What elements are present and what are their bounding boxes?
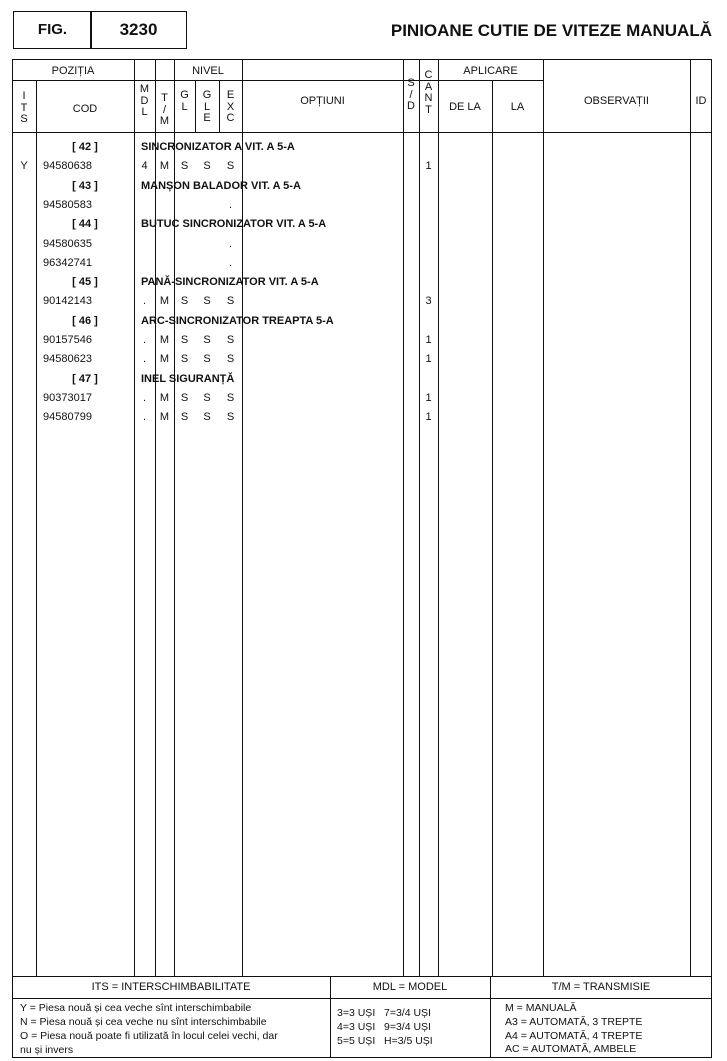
col-line-cod (134, 59, 135, 976)
header-sd: S / D (407, 77, 415, 113)
group-position: [ 42 ] (72, 141, 98, 153)
header-exc: E X C (226, 89, 235, 125)
part-exc: S (226, 392, 235, 404)
part-exc: S (226, 353, 235, 365)
mdl-legend-line: 4=3 UȘI 9=3/4 UȘI (337, 1021, 431, 1033)
part-code: 94580638 (43, 160, 92, 172)
group-name: SINCRONIZATOR A VIT. A 5-A (141, 141, 295, 153)
part-mdl: . (142, 353, 147, 365)
part-tm: M (159, 411, 170, 423)
part-code: 90157546 (43, 334, 92, 346)
its-legend-line: O = Piesa nouă poate fi utilizată în locul celei vechi, dar (20, 1030, 278, 1042)
header-tm: T / M (159, 92, 170, 128)
part-gl: S (180, 392, 189, 404)
part-exc: . (228, 199, 233, 211)
page-title: PINIOANE CUTIE DE VITEZE MANUALĂ (390, 21, 712, 40)
group-position: [ 43 ] (72, 180, 98, 192)
col-line-tm (174, 59, 175, 976)
header-pozitia: POZIȚIA (51, 65, 95, 77)
part-mdl: . (142, 411, 147, 423)
part-its: Y (20, 160, 28, 172)
group-name: INEL SIGURANȚĂ (141, 373, 235, 385)
part-tm: M (159, 334, 170, 346)
part-tm: M (159, 160, 170, 172)
part-gle: S (203, 353, 211, 365)
part-tm: M (159, 295, 170, 307)
its-legend-line: nu și invers (20, 1044, 74, 1056)
part-quantity: 1 (425, 411, 432, 423)
part-quantity: 3 (425, 295, 432, 307)
header-mdl: M D L (139, 83, 150, 119)
part-mdl: . (142, 295, 147, 307)
part-code: 90142143 (43, 295, 92, 307)
footer-top-line (12, 976, 712, 977)
col-line-obs (690, 59, 691, 976)
part-gle: S (203, 295, 211, 307)
header-de-la: DE LA (449, 101, 481, 113)
group-name: PANĂ-SINCRONIZATOR VIT. A 5-A (141, 276, 319, 288)
header-bottom-line (12, 132, 712, 133)
header-gle: G L E (202, 89, 212, 125)
part-quantity: 1 (425, 160, 432, 172)
part-gl: S (180, 160, 189, 172)
header-aplicare: APLICARE (463, 65, 518, 77)
mdl-legend-line: 5=5 UȘI H=3/5 UȘI (337, 1035, 433, 1047)
part-exc: . (228, 238, 233, 250)
col-line-la (543, 59, 544, 976)
col-line-mdl (155, 59, 156, 976)
part-code: 96342741 (43, 257, 92, 269)
group-name: MANȘON BALADOR VIT. A 5-A (141, 180, 301, 192)
header-its: I T S (20, 90, 28, 126)
group-name: ARC-SINCRONIZATOR TREAPTA 5-A (141, 315, 334, 327)
its-legend-line: N = Piesa nouă și cea veche nu sînt interschimbabile (20, 1016, 267, 1028)
fig-label: FIG. (37, 21, 68, 38)
tm-legend-line: M = MANUALĂ (505, 1002, 577, 1014)
group-position: [ 46 ] (72, 315, 98, 327)
col-line-optiuni (403, 59, 404, 976)
its-legend-title: ITS = INTERSCHIMBABILITATE (91, 981, 251, 993)
header-la: LA (510, 101, 525, 113)
part-quantity: 1 (425, 353, 432, 365)
col-line-dela (492, 80, 493, 976)
part-mdl: . (142, 334, 147, 346)
header-cant: C A N T (424, 69, 433, 116)
group-name: BUTUC SINCRONIZATOR VIT. A 5-A (141, 218, 327, 230)
its-legend-line: Y = Piesa nouă și cea veche sînt interschimbabile (20, 1002, 252, 1014)
part-exc: . (228, 257, 233, 269)
tm-legend-title: T/M = TRANSMISIE (551, 981, 651, 993)
part-code: 94580583 (43, 199, 92, 211)
part-code: 94580799 (43, 411, 92, 423)
fig-number: 3230 (119, 20, 158, 39)
part-exc: S (226, 334, 235, 346)
header-nivel: NIVEL (192, 65, 224, 77)
part-tm: M (159, 392, 170, 404)
part-gl: S (180, 334, 189, 346)
part-mdl: . (142, 392, 147, 404)
part-tm: M (159, 353, 170, 365)
header-optiuni: OPȚIUNI (300, 95, 345, 107)
header-divider-top (12, 80, 543, 81)
part-quantity: 1 (425, 334, 432, 346)
part-gle: S (203, 160, 211, 172)
col-line-sd (419, 59, 420, 976)
part-gl: S (180, 295, 189, 307)
part-exc: S (226, 160, 235, 172)
part-gl: S (180, 353, 189, 365)
part-quantity: 1 (425, 392, 432, 404)
part-gl: S (180, 411, 189, 423)
part-gle: S (203, 392, 211, 404)
tm-legend-line: A4 = AUTOMATĂ, 4 TREPTE (505, 1030, 643, 1042)
col-line-cant (438, 59, 439, 976)
group-position: [ 47 ] (72, 373, 98, 385)
header-observatii: OBSERVAȚII (583, 95, 649, 107)
part-gle: S (203, 411, 211, 423)
part-exc: S (226, 295, 235, 307)
part-gle: S (203, 334, 211, 346)
parts-table (12, 59, 712, 1058)
group-position: [ 44 ] (72, 218, 98, 230)
part-code: 90373017 (43, 392, 92, 404)
tm-legend-line: A3 = AUTOMATĂ, 3 TREPTE (505, 1016, 643, 1028)
group-position: [ 45 ] (72, 276, 98, 288)
part-mdl: 4 (141, 160, 148, 172)
header-cod: COD (72, 103, 98, 115)
header-id: ID (695, 95, 707, 107)
part-code: 94580623 (43, 353, 92, 365)
mdl-legend-line: 3=3 UȘI 7=3/4 UȘI (337, 1007, 431, 1019)
col-line-exc (242, 59, 243, 976)
part-code: 94580635 (43, 238, 92, 250)
header-gl: G L (180, 89, 189, 113)
mdl-legend-title: MDL = MODEL (372, 981, 448, 993)
footer-title-line (12, 998, 712, 999)
col-line-its (36, 80, 37, 976)
tm-legend-line: AC = AUTOMATĂ, AMBELE (505, 1043, 637, 1055)
part-exc: S (226, 411, 235, 423)
